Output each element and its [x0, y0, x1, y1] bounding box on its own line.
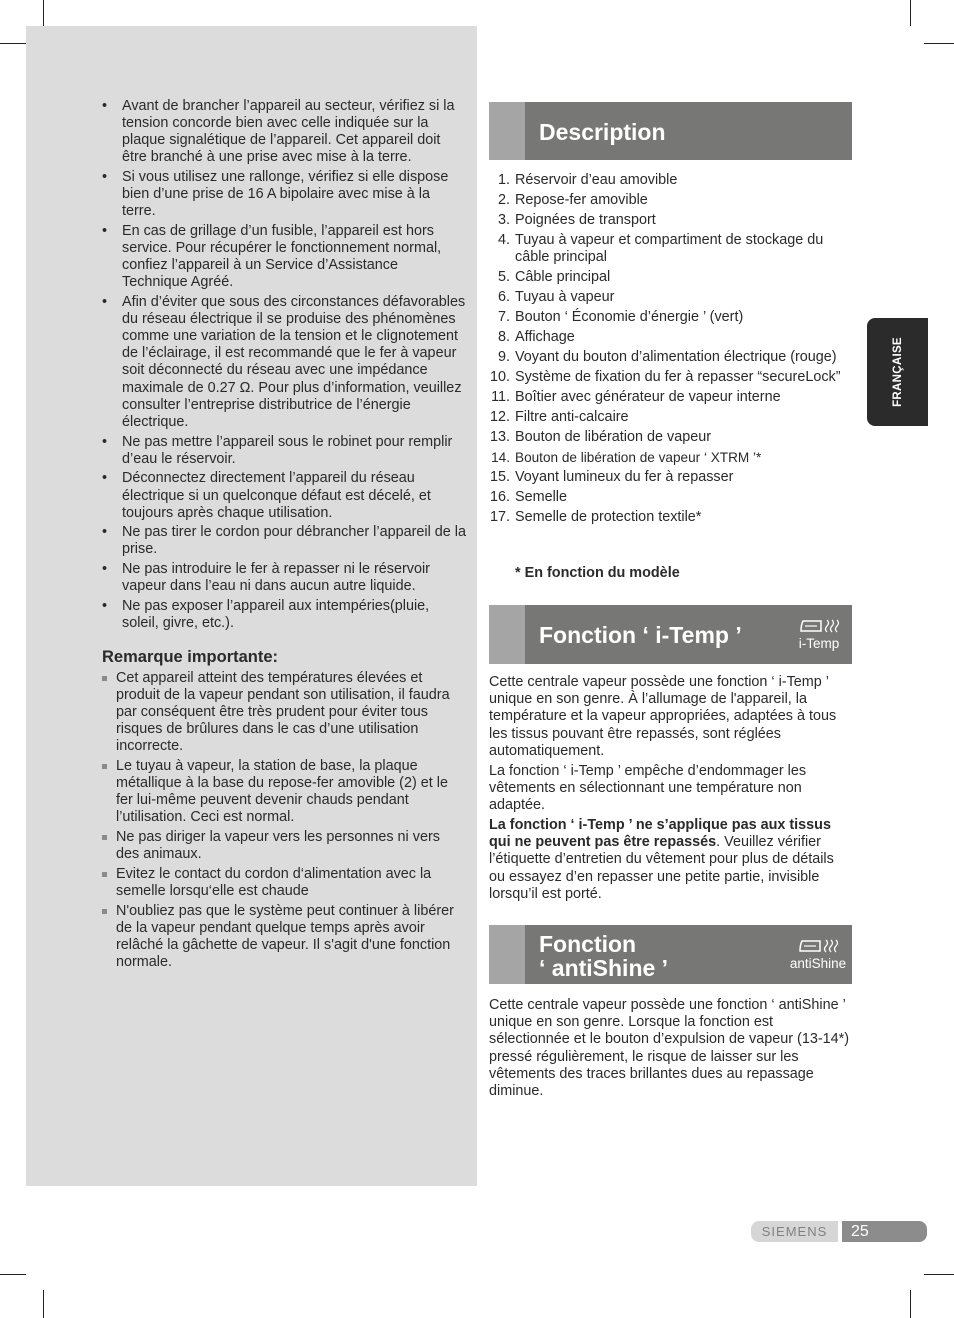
antishine-header: [489, 925, 852, 984]
safety-bullet: • Ne pas tirer le cordon pour débrancher l’appareil de la prise.: [100, 524, 466, 558]
crop-mark: [43, 0, 44, 26]
remarque-item: Le tuyau à vapeur, la station de base, la plaque métallique à la base du repose-fer amovible (2) et le fer lui-même peuvent devenir chauds pendant l’utilisation. Ceci est normal.: [100, 758, 466, 826]
safety-bullet: • Ne pas introduire le fer à repasser ni le réservoir vapeur dans l’eau ni dans aucun autre liquide.: [100, 561, 466, 595]
itemp-icon-label: i-Temp: [798, 636, 840, 651]
parts-list-item: 14. Bouton de libération de vapeur ‘ XTRM ’*: [491, 450, 762, 466]
itemp-paragraph: La fonction ‘ i-Temp ’ empêche d’endommager les vêtements en sélectionnant une température non adaptée.: [489, 763, 807, 814]
remarque-item: Cet appareil atteint des températures élevées et produit de la vapeur pendant son utilisation, il faudra par conséquent être très prudent pour éviter tous risques de brûlures dans le cas d’une utilisation incorrecte.: [100, 670, 466, 755]
itemp-icon: [792, 617, 846, 651]
parts-list-item: 4. Tuyau à vapeur et compartiment de stockage du câble principal: [497, 232, 824, 266]
footer-brand: SIEMENS: [751, 1221, 838, 1242]
parts-list-item: 15. Voyant lumineux du fer à repasser: [489, 469, 734, 486]
itemp-warning: La fonction ‘ i-Temp ’ ne s’applique pas aux tissus qui ne peuvent pas être repassés: [489, 817, 831, 851]
iron-steam-icon: [797, 617, 841, 635]
parts-list-item: 8. Affichage: [497, 329, 575, 346]
crop-mark: [0, 43, 26, 44]
parts-list-item: 5. Câble principal: [497, 269, 611, 286]
crop-mark: [924, 43, 954, 44]
model-note: * En fonction du modèle: [515, 565, 680, 581]
remarque-heading: Remarque importante:: [102, 648, 279, 666]
remarque-item: Ne pas diriger la vapeur vers les personnes ni vers des animaux.: [100, 829, 466, 863]
parts-list-item: 12. Filtre anti-calcaire: [489, 409, 629, 426]
safety-bullet: • Ne pas exposer l’appareil aux intempéries(pluie, soleil, givre, etc.).: [100, 598, 466, 632]
parts-list-item: 9. Voyant du bouton d’alimentation électrique (rouge): [497, 349, 837, 366]
itemp-warning-rest: . Veuillez vérifier l’étiquette d’entretien du vêtement pour plus de détails ou essayez d’en repasser une petite partie, invisible lorsqu’il est porté.: [489, 834, 834, 902]
itemp-paragraph: Cette centrale vapeur possède une fonction ‘ i-Temp ’ unique en son genre. À l’allumage de l'appareil, la température et la vapeur appropriées, adaptées à tous les tissus pouvant être repassés, sont réglées automatiquement.: [489, 674, 837, 759]
remarque-list: [100, 670, 466, 974]
parts-list-item: 13. Bouton de libération de vapeur: [489, 429, 712, 446]
parts-list-item: 6. Tuyau à vapeur: [497, 289, 615, 306]
remarque-item: Evitez le contact du cordon d‘alimentation avec la semelle lorsqu‘elle est chaude: [100, 866, 466, 900]
parts-list-item: 16. Semelle: [489, 489, 567, 506]
parts-list-item: 2. Repose-fer amovible: [497, 192, 648, 208]
crop-mark: [910, 1290, 911, 1318]
parts-list-item: 1. Réservoir d’eau amovible: [497, 172, 678, 188]
parts-list-item: 17. Semelle de protection textile*: [489, 509, 702, 526]
language-label: FRANÇAISE: [891, 337, 904, 407]
header-tab: [489, 605, 525, 664]
iron-steam-icon: [796, 937, 840, 955]
remarque-item: N'oubliez pas que le système peut continuer à libérer de la vapeur pendant quelque temps après avoir relâché la gâchette de vapeur. Il s'agit d'une fonction normale.: [100, 903, 466, 971]
description-title: Description: [539, 119, 666, 145]
header-tab: [489, 102, 525, 160]
safety-bullet: • En cas de grillage d’un fusible, l’appareil est hors service. Pour récupérer le fonctionnement normal, confiez l’appareil à un Service d’Assistance Technique Agréé.: [100, 223, 466, 291]
safety-bullet: • Si vous utilisez une rallonge, vérifiez si elle dispose bien d’une prise de 16 A bipolaire avec mise à la terre.: [100, 169, 466, 220]
safety-bullet: • Avant de brancher l’appareil au secteur, vérifiez si la tension concorde bien avec celle indiquée sur la plaque signalétique de l’appareil. Cet appareil doit être branché à une prise avec mise à la terre.: [100, 98, 466, 166]
language-tab: [867, 318, 928, 426]
parts-list-item: 11. Boîtier avec générateur de vapeur interne: [491, 389, 781, 406]
parts-list-item: 7. Bouton ‘ Économie d’énergie ’ (vert): [497, 309, 744, 326]
itemp-title: Fonction ‘ i-Temp ’: [539, 622, 742, 648]
itemp-paragraph: [489, 817, 852, 903]
antishine-title: Fonction ‘ antiShine ’: [539, 931, 669, 981]
header-tab: [489, 925, 525, 984]
itemp-header: [489, 605, 852, 664]
safety-bullet: • Ne pas mettre l’appareil sous le robinet pour remplir d’eau le réservoir.: [100, 434, 466, 468]
safety-bullet: • Déconnectez directement l’appareil du réseau électrique si un quelconque défaut est décelé, et toujours après chaque utilisation.: [100, 470, 466, 521]
safety-bullet-list: [100, 98, 466, 635]
antishine-paragraph: Cette centrale vapeur possède une fonction ‘ antiShine ’ unique en son genre. Lorsque la fonction est sélectionnée et le bouton d’expulsion de vapeur (13-14*) pressé régulièrement, le risque de laisser sur les vêtements des traces brillantes dues au repassage diminue.: [489, 997, 850, 1100]
description-header: [489, 102, 852, 160]
antishine-icon: [788, 937, 848, 971]
safety-bullet: • Afin d’éviter que sous des circonstances défavorables du réseau électrique il se produise des phénomènes comme une variation de la tension et le clignotement de l’éclairage, il est recommandé que le fer à vapeur soit déconnecté du réseau avec une impédance maximale de 0.27 Ω. Pour plus d’information, veuillez consulter l’entreprise distributrice de l’énergie électrique.: [100, 294, 466, 431]
crop-mark: [924, 1274, 954, 1275]
crop-mark: [43, 1290, 44, 1318]
parts-list-item: 10. Système de fixation du fer à repasser “secureLock”: [489, 369, 841, 386]
antishine-icon-label: antiShine: [789, 956, 847, 971]
parts-list: [489, 172, 852, 529]
parts-list-item: 3. Poignées de transport: [497, 212, 656, 228]
crop-mark: [0, 1274, 26, 1275]
crop-mark: [910, 0, 911, 26]
page-number: 25: [842, 1221, 927, 1242]
